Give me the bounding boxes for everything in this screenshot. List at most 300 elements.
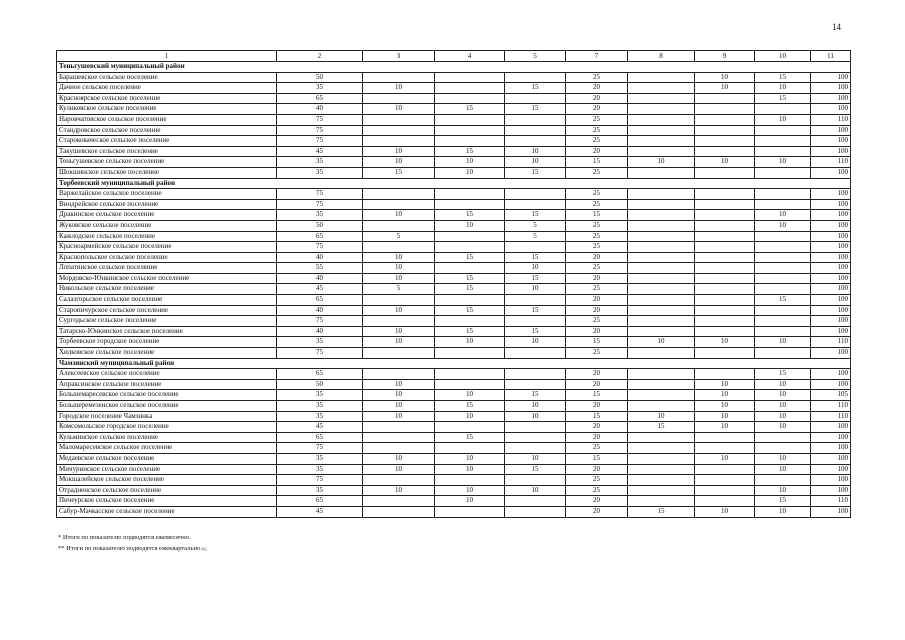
value-cell	[695, 167, 755, 178]
value-cell	[695, 464, 755, 475]
value-cell	[695, 104, 755, 115]
value-cell: 65	[277, 496, 363, 507]
value-cell	[628, 104, 695, 115]
value-cell	[363, 136, 435, 147]
section-title: Теньгушевский муниципальный район	[57, 62, 851, 73]
value-cell: 10	[505, 263, 566, 274]
value-cell: 100	[811, 263, 851, 274]
value-cell	[755, 432, 811, 443]
value-cell: 75	[277, 348, 363, 359]
settlement-name: Торбеевское городское поселение	[57, 337, 277, 348]
table-row	[57, 348, 851, 359]
value-cell	[695, 263, 755, 274]
value-cell	[695, 252, 755, 263]
value-cell: 10	[363, 453, 435, 464]
value-cell: 75	[277, 199, 363, 210]
value-cell: 10	[435, 464, 505, 475]
value-cell: 40	[277, 104, 363, 115]
settlement-name: Мордовско-Юнкинское сельское поселение	[57, 273, 277, 284]
value-cell	[628, 475, 695, 486]
value-cell	[435, 242, 505, 253]
table-row	[57, 401, 851, 412]
table-row	[57, 114, 851, 125]
value-cell: 20	[566, 369, 628, 380]
value-cell: 40	[277, 252, 363, 263]
value-cell: 15	[566, 210, 628, 221]
value-cell: 45	[277, 422, 363, 433]
value-cell: 15	[435, 146, 505, 157]
value-cell	[435, 83, 505, 94]
value-cell: 15	[505, 104, 566, 115]
value-cell	[505, 72, 566, 83]
value-cell	[363, 72, 435, 83]
value-cell: 10	[435, 496, 505, 507]
value-cell: 45	[277, 146, 363, 157]
value-cell	[628, 464, 695, 475]
value-cell	[695, 316, 755, 327]
value-cell: 100	[811, 348, 851, 359]
table-row	[57, 210, 851, 221]
value-cell: 65	[277, 93, 363, 104]
value-cell: 5	[505, 231, 566, 242]
value-cell	[628, 114, 695, 125]
value-cell	[363, 422, 435, 433]
value-cell	[695, 295, 755, 306]
value-cell: 10	[363, 146, 435, 157]
value-cell: 35	[277, 157, 363, 168]
value-cell	[695, 443, 755, 454]
value-cell: 100	[811, 167, 851, 178]
value-cell: 10	[363, 485, 435, 496]
value-cell: 100	[811, 252, 851, 263]
value-cell: 35	[277, 464, 363, 475]
value-cell	[628, 167, 695, 178]
value-cell	[628, 326, 695, 337]
value-cell: 10	[363, 305, 435, 316]
value-cell: 35	[277, 401, 363, 412]
value-cell	[755, 305, 811, 316]
settlement-name: Апраксинское сельское поселение	[57, 379, 277, 390]
value-cell: 10	[435, 453, 505, 464]
value-cell: 15	[435, 305, 505, 316]
value-cell: 100	[811, 453, 851, 464]
value-cell	[505, 93, 566, 104]
value-cell	[505, 475, 566, 486]
value-cell: 20	[566, 506, 628, 517]
value-cell: 35	[277, 167, 363, 178]
value-cell	[363, 199, 435, 210]
section-title: Торбеевский муниципальный район	[57, 178, 851, 189]
value-cell: 10	[435, 337, 505, 348]
value-cell	[628, 125, 695, 136]
value-cell: 10	[755, 220, 811, 231]
settlement-name: Стандровское сельское поселение	[57, 125, 277, 136]
value-cell: 45	[277, 506, 363, 517]
table-row	[57, 432, 851, 443]
value-cell: 15	[566, 337, 628, 348]
value-cell: 15	[566, 453, 628, 464]
value-cell: 10	[755, 337, 811, 348]
value-cell	[695, 242, 755, 253]
value-cell	[628, 295, 695, 306]
table-row	[57, 369, 851, 380]
value-cell	[435, 379, 505, 390]
value-cell: 25	[566, 72, 628, 83]
value-cell: 10	[755, 506, 811, 517]
value-cell: 20	[566, 83, 628, 94]
value-cell: 10	[363, 464, 435, 475]
value-cell	[695, 348, 755, 359]
value-cell	[628, 316, 695, 327]
value-cell	[435, 295, 505, 306]
settlement-name: Большеремезенское сельское поселение	[57, 401, 277, 412]
value-cell	[628, 252, 695, 263]
value-cell: 10	[363, 273, 435, 284]
value-cell: 100	[811, 146, 851, 157]
value-cell: 10	[755, 453, 811, 464]
section-title: Чамзинский муниципальный район	[57, 358, 851, 369]
value-cell: 10	[363, 252, 435, 263]
value-cell: 15	[755, 72, 811, 83]
value-cell: 10	[755, 83, 811, 94]
value-cell: 20	[566, 464, 628, 475]
settlement-name: Жуковское сельское поселение	[57, 220, 277, 231]
settlement-name: Мокшалейское сельское поселение	[57, 475, 277, 486]
value-cell: 100	[811, 199, 851, 210]
value-cell	[505, 443, 566, 454]
value-cell: 35	[277, 411, 363, 422]
value-cell: 10	[363, 401, 435, 412]
value-cell: 75	[277, 189, 363, 200]
value-cell	[628, 83, 695, 94]
value-cell: 20	[566, 104, 628, 115]
table-row	[57, 252, 851, 263]
settlement-name: Городское поселение Чамзинка	[57, 411, 277, 422]
footnote-quarterly: ** Итоги по показателю подводятся ежеквартально.»;	[58, 545, 207, 552]
value-cell	[755, 146, 811, 157]
value-cell: 25	[566, 284, 628, 295]
value-cell	[363, 316, 435, 327]
value-cell: 20	[566, 432, 628, 443]
table-row	[57, 263, 851, 274]
value-cell	[628, 305, 695, 316]
value-cell: 100	[811, 125, 851, 136]
value-cell: 10	[755, 401, 811, 412]
settlement-name: Дракинское сельское поселение	[57, 210, 277, 221]
value-cell: 10	[755, 485, 811, 496]
column-header: 3	[363, 51, 435, 62]
column-header: 7	[566, 51, 628, 62]
value-cell: 100	[811, 379, 851, 390]
value-cell	[505, 496, 566, 507]
value-cell: 15	[566, 157, 628, 168]
value-cell	[435, 93, 505, 104]
value-cell: 15	[505, 167, 566, 178]
value-cell: 35	[277, 485, 363, 496]
value-cell: 15	[505, 273, 566, 284]
value-cell: 35	[277, 337, 363, 348]
section-row	[57, 178, 851, 189]
value-cell	[628, 369, 695, 380]
value-cell: 35	[277, 453, 363, 464]
value-cell: 10	[695, 411, 755, 422]
value-cell: 25	[566, 199, 628, 210]
value-cell: 10	[505, 453, 566, 464]
settlement-name: Мичуринское сельское поселение	[57, 464, 277, 475]
value-cell: 35	[277, 210, 363, 221]
indicator-table	[56, 50, 851, 518]
table-row	[57, 242, 851, 253]
value-cell: 25	[566, 136, 628, 147]
settlement-name: Куликовское сельское поселение	[57, 104, 277, 115]
value-cell: 5	[505, 220, 566, 231]
value-cell: 15	[755, 496, 811, 507]
value-cell	[695, 146, 755, 157]
value-cell: 15	[435, 252, 505, 263]
value-cell: 20	[566, 326, 628, 337]
column-header: 8	[628, 51, 695, 62]
value-cell	[628, 485, 695, 496]
footnote-monthly: * Итоги по показателю подводятся ежемесячно.	[58, 534, 191, 541]
value-cell: 100	[811, 83, 851, 94]
value-cell	[755, 263, 811, 274]
value-cell: 110	[811, 496, 851, 507]
value-cell: 25	[566, 485, 628, 496]
value-cell: 100	[811, 316, 851, 327]
table-row	[57, 157, 851, 168]
value-cell: 75	[277, 136, 363, 147]
value-cell: 100	[811, 485, 851, 496]
value-cell	[628, 390, 695, 401]
value-cell	[695, 93, 755, 104]
table-row	[57, 220, 851, 231]
value-cell: 10	[363, 390, 435, 401]
value-cell: 50	[277, 72, 363, 83]
value-cell: 35	[277, 83, 363, 94]
header-row	[57, 51, 851, 62]
table-row	[57, 231, 851, 242]
value-cell	[628, 242, 695, 253]
settlement-name: Медаевское сельское поселение	[57, 453, 277, 464]
value-cell: 40	[277, 326, 363, 337]
value-cell: 100	[811, 136, 851, 147]
section-row	[57, 358, 851, 369]
table-row	[57, 496, 851, 507]
value-cell	[628, 199, 695, 210]
value-cell	[695, 210, 755, 221]
value-cell	[505, 432, 566, 443]
value-cell	[755, 326, 811, 337]
settlement-name: Наровчатовское сельское поселение	[57, 114, 277, 125]
value-cell	[435, 114, 505, 125]
value-cell	[695, 114, 755, 125]
value-cell: 25	[566, 443, 628, 454]
value-cell: 25	[566, 167, 628, 178]
value-cell	[435, 422, 505, 433]
value-cell	[505, 295, 566, 306]
value-cell: 20	[566, 401, 628, 412]
settlement-name: Дачное сельское поселение	[57, 83, 277, 94]
value-cell: 10	[363, 326, 435, 337]
settlement-name: Большемаресевское сельское поселение	[57, 390, 277, 401]
column-header: 4	[435, 51, 505, 62]
value-cell	[755, 189, 811, 200]
value-cell: 15	[435, 432, 505, 443]
value-cell	[435, 506, 505, 517]
value-cell	[628, 348, 695, 359]
value-cell	[755, 167, 811, 178]
value-cell: 10	[435, 411, 505, 422]
value-cell: 75	[277, 114, 363, 125]
value-cell: 15	[505, 210, 566, 221]
settlement-name: Сабур-Мачкасское сельское поселение	[57, 506, 277, 517]
table-row	[57, 316, 851, 327]
value-cell	[435, 443, 505, 454]
value-cell: 10	[435, 220, 505, 231]
settlement-name: Сургодьское сельское поселение	[57, 316, 277, 327]
value-cell	[435, 136, 505, 147]
value-cell: 10	[505, 157, 566, 168]
value-cell	[435, 189, 505, 200]
value-cell	[695, 273, 755, 284]
value-cell: 10	[695, 401, 755, 412]
value-cell: 100	[811, 273, 851, 284]
value-cell: 15	[435, 284, 505, 295]
value-cell: 5	[363, 284, 435, 295]
value-cell	[628, 93, 695, 104]
value-cell	[695, 369, 755, 380]
value-cell: 15	[435, 326, 505, 337]
value-cell: 10	[695, 422, 755, 433]
table-row	[57, 146, 851, 157]
value-cell	[695, 136, 755, 147]
value-cell: 15	[566, 411, 628, 422]
value-cell: 10	[695, 83, 755, 94]
value-cell: 15	[363, 167, 435, 178]
value-cell: 10	[363, 157, 435, 168]
value-cell	[755, 242, 811, 253]
value-cell: 10	[435, 157, 505, 168]
settlement-name: Виндрейское сельское поселение	[57, 199, 277, 210]
value-cell: 75	[277, 125, 363, 136]
value-cell: 25	[566, 242, 628, 253]
value-cell	[628, 443, 695, 454]
value-cell: 100	[811, 189, 851, 200]
value-cell	[505, 189, 566, 200]
value-cell	[695, 125, 755, 136]
value-cell	[505, 125, 566, 136]
settlement-name: Шокшинское сельское поселение	[57, 167, 277, 178]
table-row	[57, 453, 851, 464]
value-cell: 10	[695, 337, 755, 348]
value-cell: 15	[435, 401, 505, 412]
value-cell: 75	[277, 242, 363, 253]
value-cell: 10	[695, 506, 755, 517]
value-cell: 10	[755, 390, 811, 401]
value-cell: 100	[811, 326, 851, 337]
column-header: 1	[57, 51, 277, 62]
value-cell: 10	[363, 210, 435, 221]
table-row	[57, 390, 851, 401]
value-cell	[695, 326, 755, 337]
settlement-name: Барашевское сельское поселение	[57, 72, 277, 83]
value-cell	[435, 475, 505, 486]
column-header: 5	[505, 51, 566, 62]
value-cell: 50	[277, 220, 363, 231]
value-cell: 15	[566, 390, 628, 401]
value-cell	[505, 242, 566, 253]
value-cell: 10	[435, 485, 505, 496]
value-cell: 10	[505, 485, 566, 496]
table-row	[57, 125, 851, 136]
value-cell	[628, 231, 695, 242]
value-cell: 100	[811, 464, 851, 475]
value-cell: 50	[277, 379, 363, 390]
table-row	[57, 326, 851, 337]
value-cell: 110	[811, 401, 851, 412]
value-cell: 15	[505, 464, 566, 475]
column-header: 2	[277, 51, 363, 62]
value-cell	[755, 252, 811, 263]
value-cell	[695, 496, 755, 507]
value-cell: 100	[811, 284, 851, 295]
value-cell: 10	[755, 114, 811, 125]
value-cell: 40	[277, 273, 363, 284]
value-cell: 10	[363, 411, 435, 422]
value-cell: 15	[755, 93, 811, 104]
value-cell	[363, 125, 435, 136]
value-cell	[695, 432, 755, 443]
value-cell: 10	[363, 263, 435, 274]
value-cell: 15	[505, 326, 566, 337]
settlement-name: Старопичурское сельское поселение	[57, 305, 277, 316]
value-cell: 20	[566, 496, 628, 507]
settlement-name: Староковаческое сельское поселение	[57, 136, 277, 147]
value-cell: 100	[811, 506, 851, 517]
table-row	[57, 93, 851, 104]
value-cell	[435, 125, 505, 136]
value-cell: 20	[566, 93, 628, 104]
value-cell: 10	[505, 146, 566, 157]
settlement-name: Никольское сельское поселение	[57, 284, 277, 295]
value-cell: 65	[277, 432, 363, 443]
value-cell: 100	[811, 422, 851, 433]
value-cell	[628, 146, 695, 157]
value-cell: 25	[566, 125, 628, 136]
value-cell: 10	[695, 453, 755, 464]
value-cell: 10	[755, 157, 811, 168]
settlement-name: Маломаресевское сельское поселение	[57, 443, 277, 454]
settlement-name: Салазгорьское сельское поселение	[57, 295, 277, 306]
table-row	[57, 284, 851, 295]
value-cell: 15	[755, 295, 811, 306]
settlement-name: Кажлодское сельское поселение	[57, 231, 277, 242]
settlement-name: Хилковское сельское поселение	[57, 348, 277, 359]
column-header: 11	[811, 51, 851, 62]
value-cell: 5	[363, 231, 435, 242]
value-cell: 15	[628, 422, 695, 433]
value-cell: 20	[566, 295, 628, 306]
value-cell	[628, 136, 695, 147]
table-row	[57, 305, 851, 316]
value-cell: 65	[277, 295, 363, 306]
value-cell: 20	[566, 379, 628, 390]
value-cell: 100	[811, 475, 851, 486]
value-cell	[435, 199, 505, 210]
value-cell	[755, 273, 811, 284]
value-cell: 65	[277, 369, 363, 380]
value-cell	[363, 475, 435, 486]
